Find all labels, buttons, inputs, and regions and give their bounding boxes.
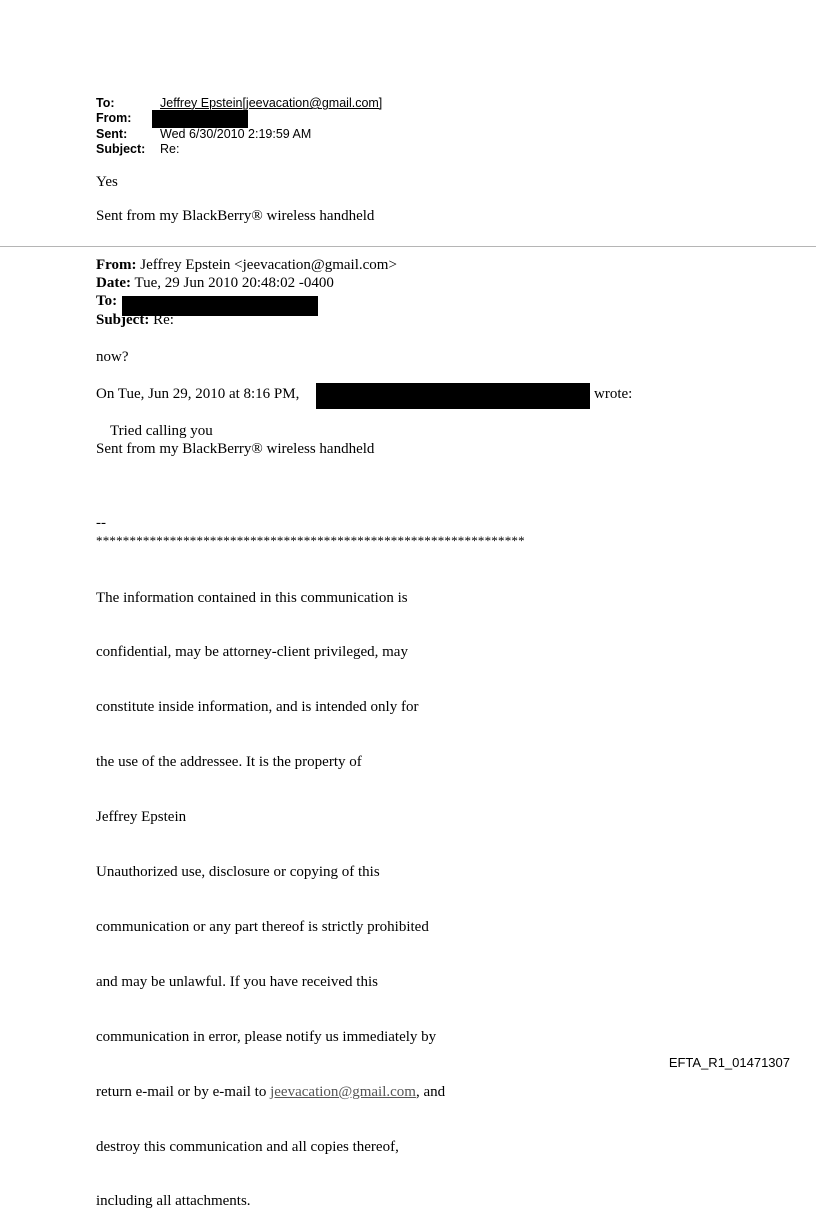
outer-sent-value: Wed 6/30/2010 2:19:59 AM xyxy=(160,127,312,141)
disclaimer-line: the use of the addressee. It is the property of xyxy=(96,754,362,771)
inner-date-value: Tue, 29 Jun 2010 20:48:02 -0400 xyxy=(134,275,334,291)
disclaimer-line: communication in error, please notify us immediately by xyxy=(96,1028,437,1045)
email-link[interactable]: jeevacation@gmail.com xyxy=(270,1083,416,1100)
inner-from-row xyxy=(96,257,397,274)
disclaimer-line: including all attachments. xyxy=(96,1193,251,1210)
confidentiality-disclaimer xyxy=(96,552,445,1229)
disclaimer-line: destroy this communication and all copies thereof, xyxy=(96,1138,399,1155)
outer-from-redaction xyxy=(152,110,248,128)
document-id: EFTA_R1_01471307 xyxy=(668,1055,790,1070)
outer-body-line2: Sent from my BlackBerry® wireless handheld xyxy=(96,208,375,224)
outer-body-line1: Yes xyxy=(96,174,118,190)
outer-subject-row xyxy=(96,142,179,157)
outer-from-label: From: xyxy=(96,111,132,125)
disclaimer-line: and may be unlawful. If you have received this xyxy=(96,973,378,990)
disclaimer-line: Jeffrey Epstein xyxy=(96,809,187,826)
quote-sender-redaction xyxy=(316,383,590,409)
message-separator xyxy=(0,246,816,247)
disclaimer-line: communication or any part thereof is strictly prohibited xyxy=(96,918,429,935)
inner-subject-value: Re: xyxy=(153,312,174,328)
quote-intro-suffix: wrote: xyxy=(594,386,633,402)
inner-subject-row xyxy=(96,312,174,329)
disclaimer-line: The information contained in this communication is xyxy=(96,589,408,606)
quote-intro-prefix: On Tue, Jun 29, 2010 at 8:16 PM, xyxy=(96,386,300,402)
disclaimer-line: Unauthorized use, disclosure or copying of this xyxy=(96,864,380,881)
outer-sent-label: Sent: xyxy=(96,127,128,141)
inner-body-line1: now? xyxy=(96,349,129,365)
quoted-line1: Tried calling you xyxy=(110,423,213,439)
inner-to-row xyxy=(96,293,117,310)
disclaimer-return-line xyxy=(96,1083,445,1101)
inner-from-label: From: xyxy=(96,257,137,273)
signature-stars: **************************************************************** xyxy=(96,533,525,548)
signature-dashes: -- xyxy=(96,515,106,531)
return-prefix: return e-mail or by e-mail to xyxy=(96,1083,271,1100)
inner-subject-label: Subject: xyxy=(96,312,150,328)
disclaimer-line: constitute inside information, and is intended only for xyxy=(96,699,419,716)
outer-subject-label: Subject: xyxy=(96,142,146,156)
disclaimer-line: confidential, may be attorney-client privileged, may xyxy=(96,644,408,661)
outer-to-value: Jeffrey Epstein[jeevacation@gmail.com] xyxy=(160,96,383,110)
outer-from-row xyxy=(96,111,160,126)
inner-date-row xyxy=(96,275,334,292)
outer-to-label: To: xyxy=(96,96,115,110)
outer-subject-value: Re: xyxy=(160,142,180,156)
outer-to-row xyxy=(96,96,382,111)
quoted-line2: Sent from my BlackBerry® wireless handheld xyxy=(96,441,375,457)
inner-from-value: Jeffrey Epstein <jeevacation@gmail.com> xyxy=(140,257,397,273)
return-suffix: , and xyxy=(415,1083,446,1100)
inner-to-label: To: xyxy=(96,293,118,309)
outer-sent-row xyxy=(96,127,311,142)
inner-date-label: Date: xyxy=(96,275,131,291)
